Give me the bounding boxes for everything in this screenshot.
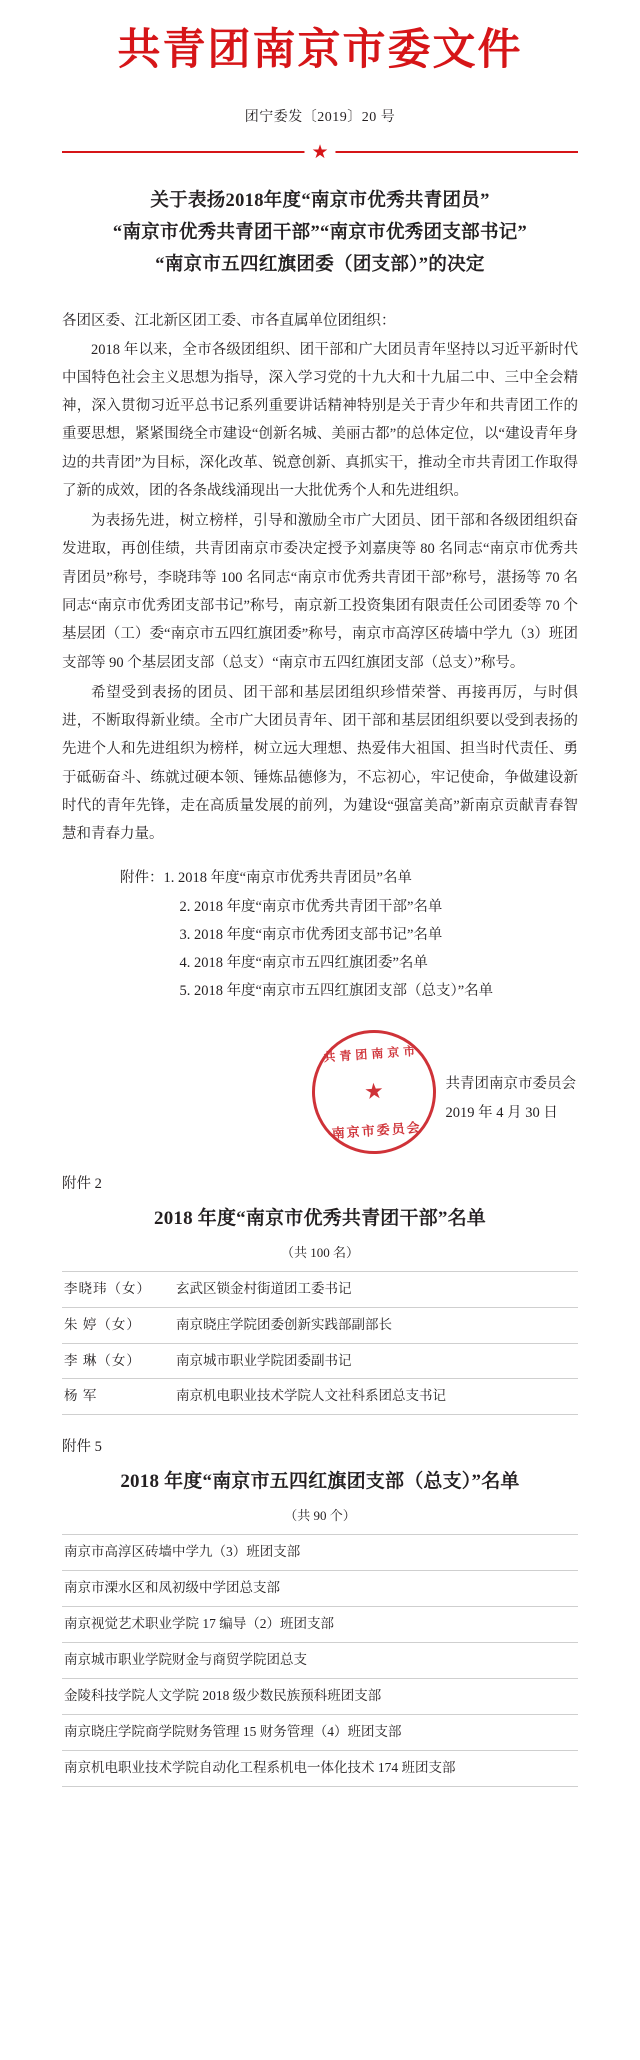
body-paragraph: 为表扬先进，树立榜样，引导和激励全市广大团员、团干部和各级团组织奋发进取，再创佳绩，共青团南京市委决定授予刘嘉庚等 80 名同志“南京市优秀共青团员”称号，李晓玮等 100 名同志“南京市优秀共青团干部”称号，湛扬等 70 名同志“南京市优秀团支部书记”称号，南京新工投资集团有限责任公司团委等 70 个基层团（工）委“南京市五四红旗团委”称号，南京市高淳区砖墙中学九（3）班团支部等 90 个基层团支部（总支）“南京市五四红旗团支部（总支）”称号。 (62, 513, 578, 671)
appendix-2-table (62, 1271, 578, 1416)
attachment-list (62, 864, 578, 1005)
attachment-item-text: 1. 2018 年度“南京市优秀共青团员”名单 (163, 870, 412, 887)
appendix-5-list (62, 1534, 578, 1786)
appendix-2-section (0, 1172, 640, 1416)
appendix-count: （共 90 个） (284, 1508, 356, 1524)
person-name: 朱 婷（女） (62, 1307, 174, 1343)
table-row (62, 1379, 578, 1415)
addressee: 各团区委、江北新区团工委、市各直属单位团组织： (62, 313, 396, 330)
list-item: 南京视觉艺术职业学院 17 编导（2）班团支部 (62, 1606, 578, 1642)
person-name: 杨 军 (62, 1379, 174, 1415)
signature-organization: 共青团南京市委员会 (445, 1075, 576, 1092)
table-row (62, 1307, 578, 1343)
person-organization: 南京机电职业技术学院人文社科系团总支书记 (174, 1379, 578, 1415)
signature-area (0, 1024, 640, 1152)
table-row (62, 1271, 578, 1307)
attachment-item: 4. 2018 年度“南京市五四红旗团委”名单 (179, 955, 428, 972)
attachment-item: 2. 2018 年度“南京市优秀共青团干部”名单 (179, 898, 443, 915)
appendix-label: 附件 2 (62, 1175, 102, 1192)
seal-top-text: 共青团南京市 (322, 1043, 420, 1065)
attachment-item (62, 864, 578, 892)
seal-star-icon: ★ (363, 1077, 385, 1104)
document-title-line: “南京市优秀共青团干部”“南京市优秀团支部书记” (112, 222, 528, 243)
body-paragraph: 2018 年以来，全市各级团组织、团干部和广大团员青年坚持以习近平新时代中国特色社会主义思想为指导，深入学习党的十九大和十九届二中、三中全会精神，深入贯彻习近平总书记系列重要讲话精神特别是关于青少年和共青团工作的重要思想，紧紧围绕全市建设“创新名城、美丽古都”的总体定位，以“建设青年身边的共青团”为目标，深化改革、锐意创新、真抓实干，推动全市共青团工作取得了新的成效，团的各条战线涌现出一大批优秀个人和先进组织。 (62, 341, 578, 499)
attachment-list-label: 附件： (120, 870, 164, 887)
appendix-count: （共 100 名） (280, 1244, 359, 1260)
person-organization: 玄武区锁金村街道团工委书记 (174, 1271, 578, 1307)
red-star-icon: ★ (304, 143, 335, 162)
appendix-label: 附件 5 (62, 1439, 102, 1456)
list-item: 南京晓庄学院商学院财务管理 15 财务管理（4）班团支部 (62, 1714, 578, 1750)
person-name: 李 琳（女） (62, 1343, 174, 1379)
masthead (0, 0, 640, 163)
list-item: 南京市高淳区砖墙中学九（3）班团支部 (62, 1534, 578, 1570)
list-item: 南京机电职业技术学院自动化工程系机电一体化技术 174 班团支部 (62, 1750, 578, 1787)
appendix-title: 2018 年度“南京市五四红旗团支部（总支）”名单 (120, 1471, 520, 1493)
attachment-item: 3. 2018 年度“南京市优秀团支部书记”名单 (179, 926, 443, 943)
document-body (0, 186, 640, 1006)
signature-block (446, 1070, 577, 1129)
person-name: 李晓玮（女） (62, 1271, 174, 1307)
appendix-title: 2018 年度“南京市优秀共青团干部”名单 (154, 1207, 486, 1229)
document-title-line: 关于表扬2018年度“南京市优秀共青团员” (150, 190, 490, 211)
document-title (62, 186, 578, 281)
list-item: 南京市溧水区和凤初级中学团总支部 (62, 1570, 578, 1606)
table-row (62, 1343, 578, 1379)
appendix-5-section (0, 1435, 640, 1786)
document-title-line: “南京市五四红旗团委（团支部）”的决定 (155, 254, 485, 275)
page-title: 共青团南京市委文件 (117, 27, 523, 74)
list-item: 金陵科技学院人文学院 2018 级少数民族预科班团支部 (62, 1678, 578, 1714)
attachment-item: 5. 2018 年度“南京市五四红旗团支部（总支）”名单 (179, 983, 494, 1000)
body-paragraph: 希望受到表扬的团员、团干部和基层团组织珍惜荣誉、再接再厉，与时俱进，不断取得新业绩。全市广大团员青年、团干部和基层团组织要以受到表扬的先进个人和先进组织为榜样，树立远大理想、热爱伟大祖国、担当时代责任、勇于砥砺奋斗、练就过硬本领、锤炼品德修为，不忘初心，牢记使命，争做建设新时代的青年先锋，走在高质量发展的前列，为建设“强富美高”新南京贡献青春智慧和青春力量。 (62, 684, 578, 843)
masthead-divider (0, 141, 640, 163)
official-red-seal-icon (308, 1026, 440, 1158)
list-item: 南京城市职业学院财金与商贸学院团总支 (62, 1642, 578, 1678)
document-number: 团宁委发〔2019〕20 号 (244, 109, 396, 125)
signature-date: 2019 年 4 月 30 日 (445, 1105, 558, 1122)
person-organization: 南京城市职业学院团委副书记 (174, 1343, 578, 1379)
person-organization: 南京晓庄学院团委创新实践部副部长 (174, 1307, 578, 1343)
seal-bottom-text: 南京市委员会 (331, 1119, 423, 1141)
